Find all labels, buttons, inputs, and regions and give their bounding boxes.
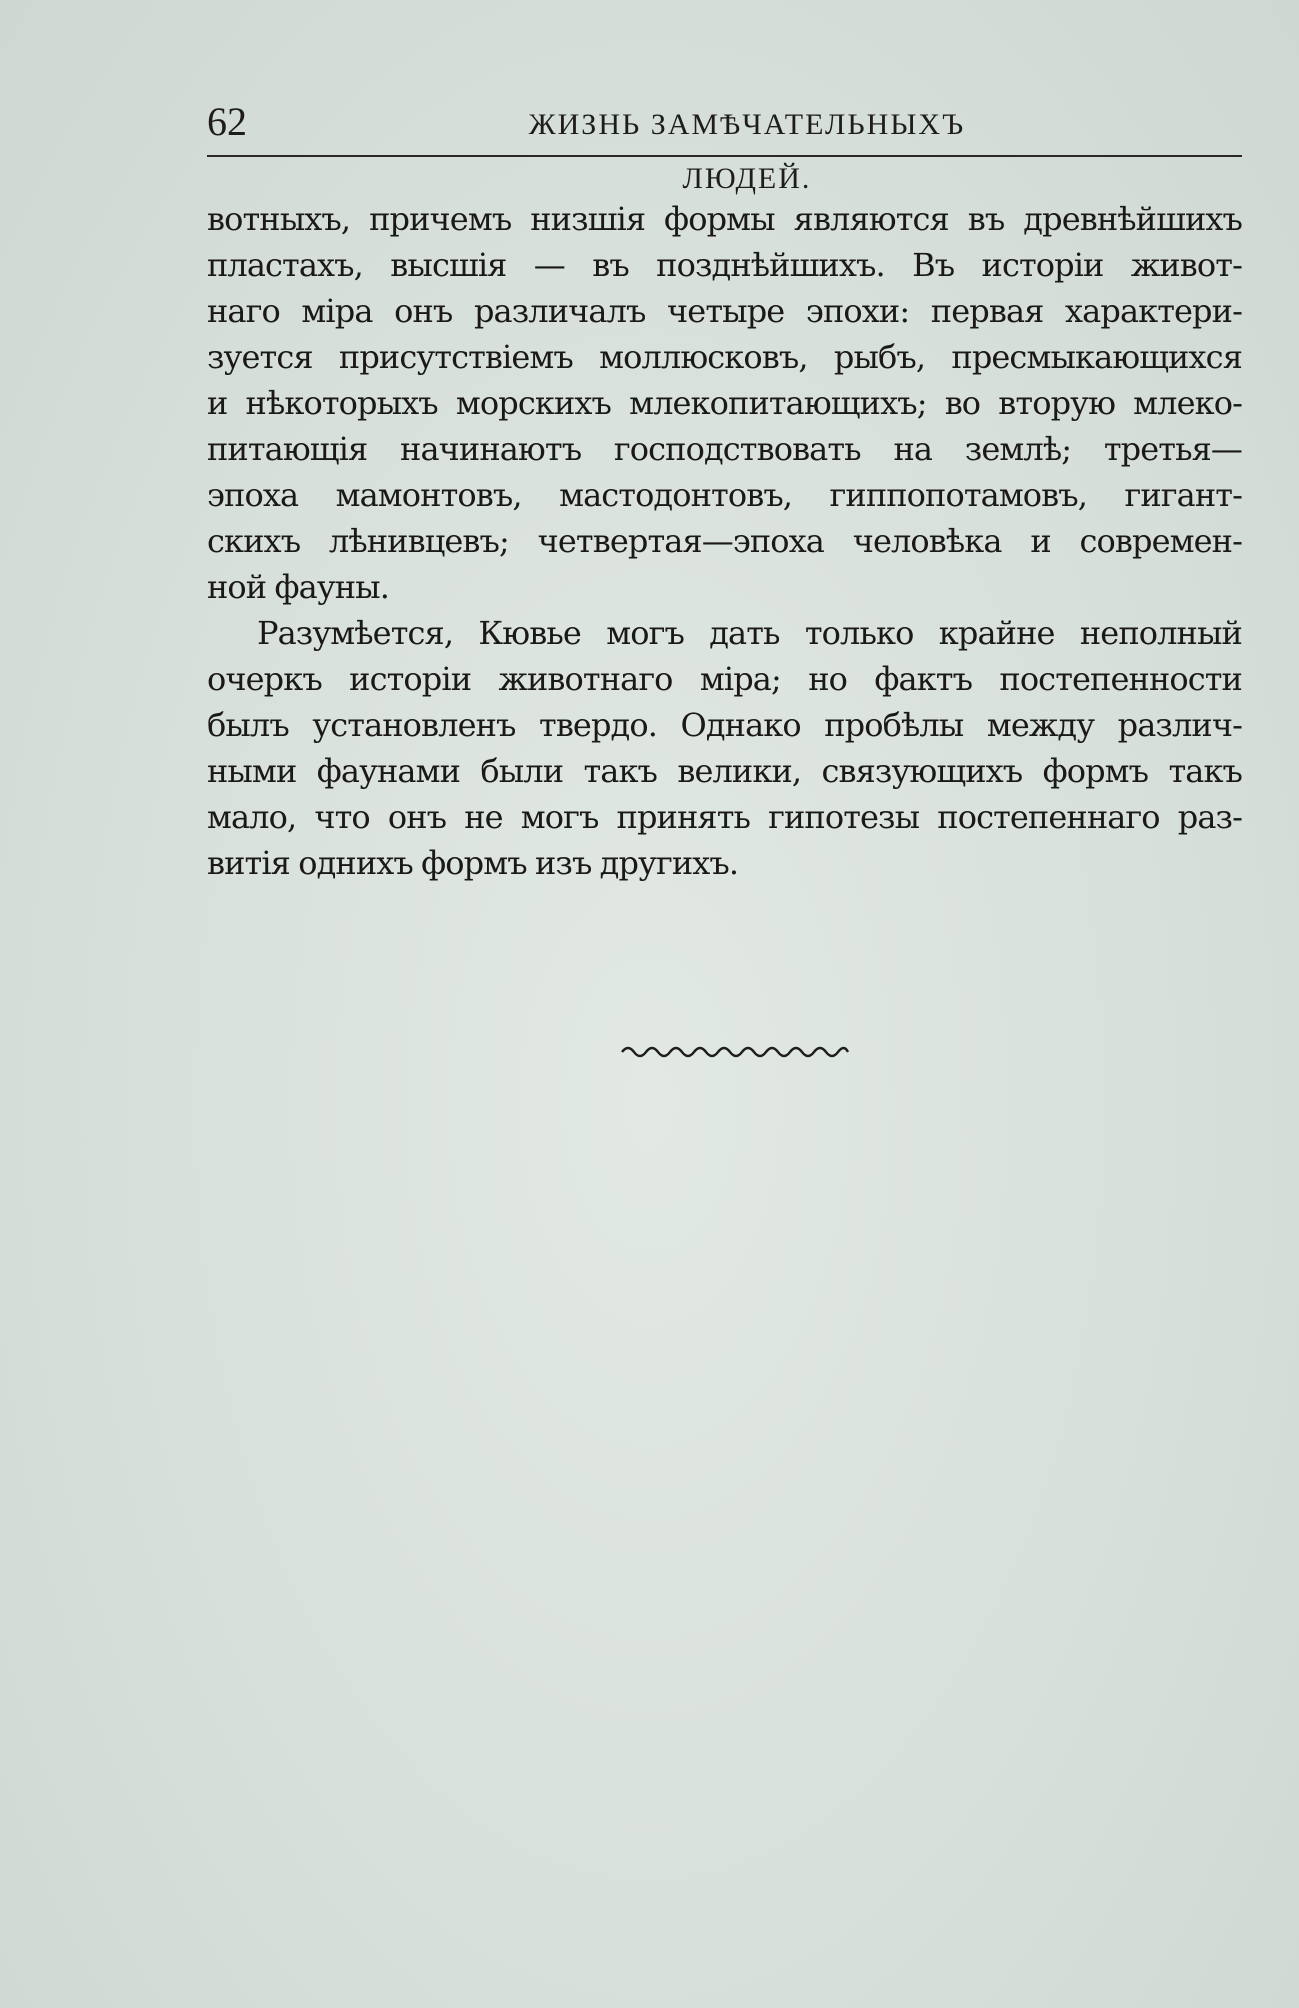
text-line: зуется присутствіемъ моллюсковъ, рыбъ, пресмыкающихся [207, 338, 1242, 376]
end-ornament-wavy-line [620, 1040, 850, 1064]
text-line: ными фаунами были такъ велики, связующихъ формъ такъ [207, 752, 1242, 790]
text-line: скихъ лѣнивцевъ; четвертая—эпоха человѣка и современ- [207, 522, 1242, 560]
text-line: витія однихъ формъ изъ другихъ. [207, 844, 739, 882]
running-head [207, 92, 1242, 195]
text-line: былъ установленъ твердо. Однако пробѣлы между различ- [207, 706, 1242, 744]
text-line: ной фауны. [207, 568, 390, 606]
body-text [207, 196, 1242, 886]
text-line: мало, что онъ не могъ принять гипотезы постепеннаго раз- [207, 798, 1242, 836]
text-line: эпоха мамонтовъ, мастодонтовъ, гиппопотамовъ, гигант- [207, 476, 1242, 514]
text-line: наго міра онъ различалъ четыре эпохи: первая характери- [207, 292, 1242, 330]
running-title: ЖИЗНЬ ЗАМѢЧАТЕЛЬНЫХЪ ЛЮДЕЙ. [528, 108, 966, 195]
paragraph-1 [207, 196, 1242, 610]
text-line: питающія начинаютъ господствовать на землѣ; третья— [207, 430, 1242, 468]
text-line: пластахъ, высшія — въ позднѣйшихъ. Въ исторіи живот- [207, 246, 1242, 284]
text-line: Разумѣется, Кювье могъ дать только крайне неполный [257, 614, 1242, 652]
text-line: очеркъ исторіи животнаго міра; но фактъ постепенности [207, 660, 1242, 698]
text-line: вотныхъ, причемъ низшія формы являются въ древнѣйшихъ [207, 200, 1242, 238]
paragraph-2 [207, 610, 1242, 886]
page-number: 62 [207, 99, 247, 144]
header-rule [207, 155, 1242, 157]
text-line: и нѣкоторыхъ морскихъ млекопитающихъ; во вторую млеко- [207, 384, 1242, 422]
